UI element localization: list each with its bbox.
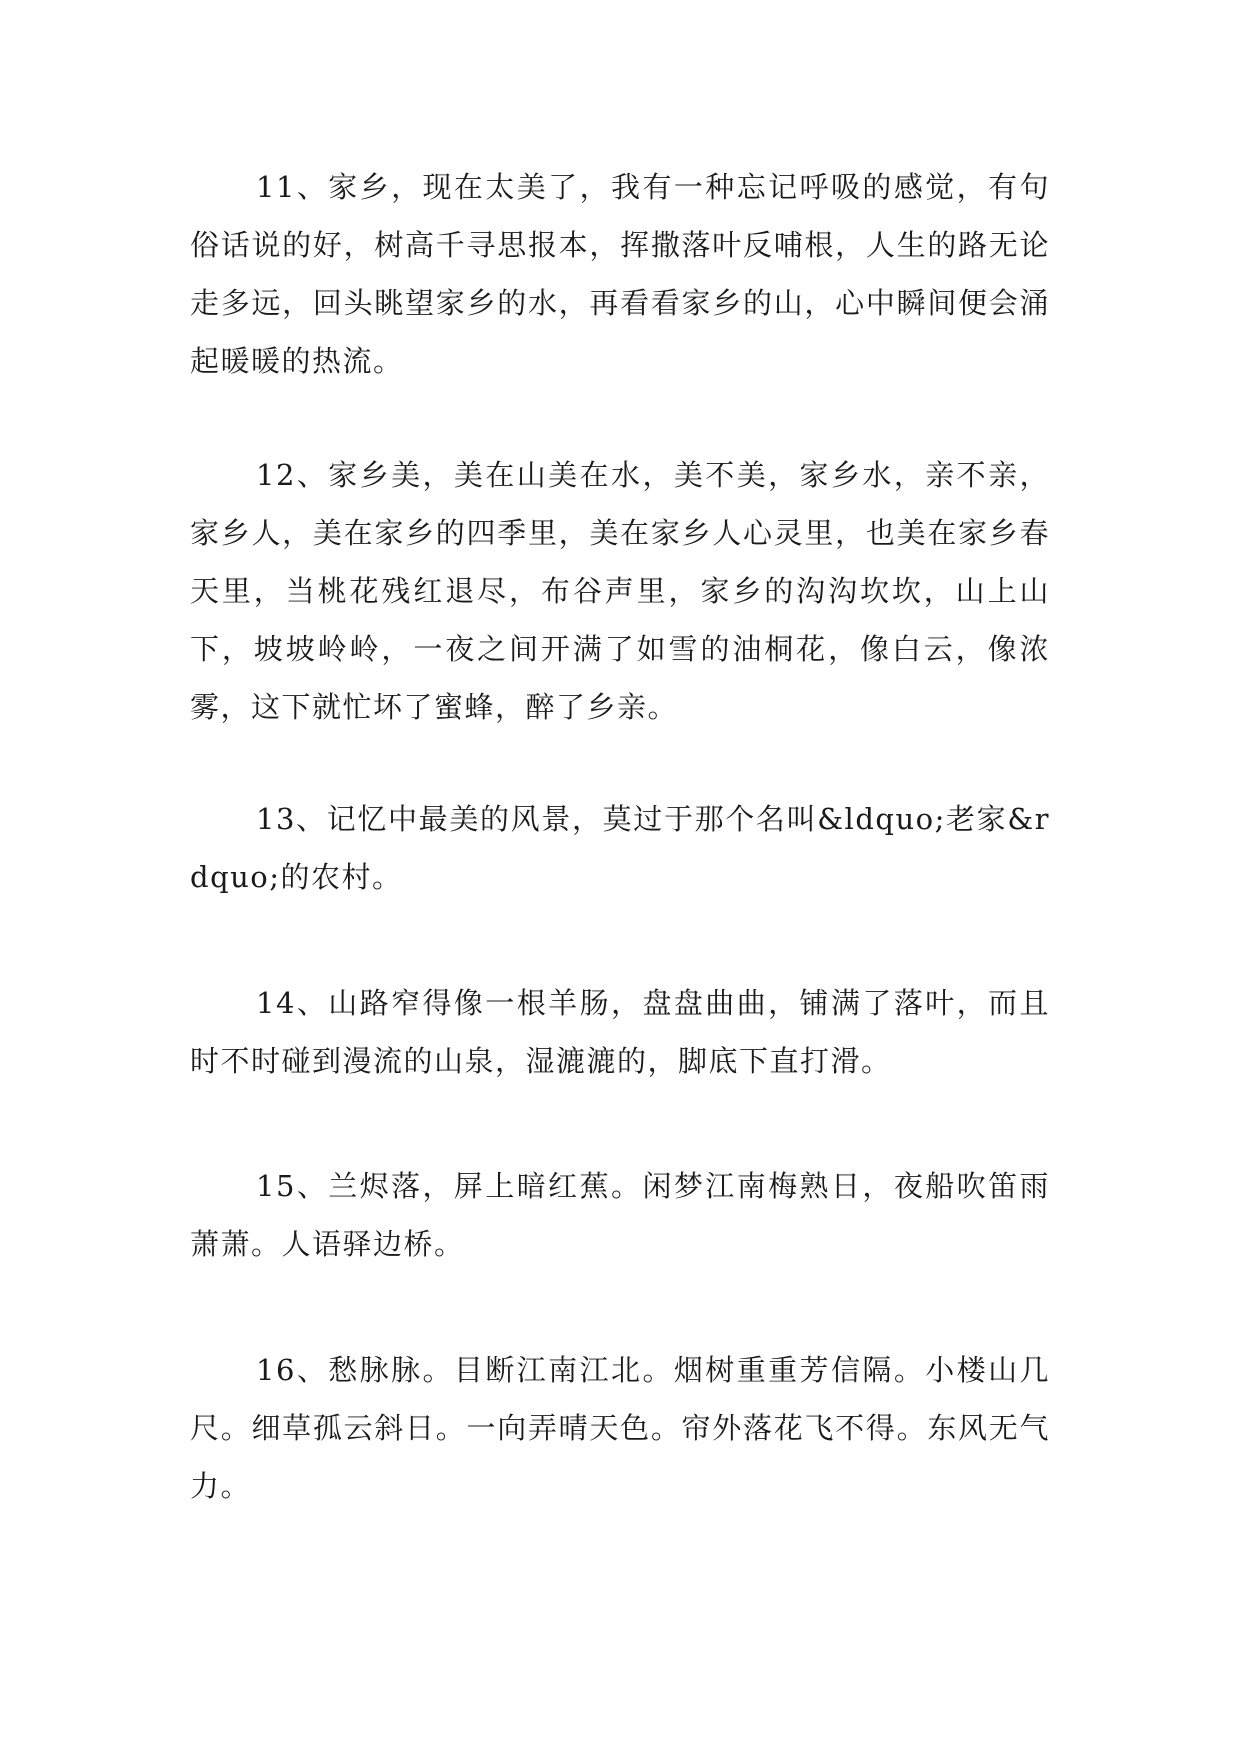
- paragraph-16: 16、愁脉脉。目断江南江北。烟树重重芳信隔。小楼山几尺。细草孤云斜日。一向弄晴天色。帘外落花飞不得。东风无气力。: [190, 1353, 1050, 1503]
- paragraph-12: 12、家乡美，美在山美在水，美不美，家乡水，亲不亲，家乡人，美在家乡的四季里，美在家乡人心灵里，也美在家乡春天里，当桃花残红退尽，布谷声里，家乡的沟沟坎坎，山上山下，坡坡岭岭，一夜之间开满了如雪的油桐花，像白云，像浓雾，这下就忙坏了蜜蜂，醉了乡亲。: [190, 458, 1050, 724]
- paragraph-14: 14、山路窄得像一根羊肠，盘盘曲曲，铺满了落叶，而且时不时碰到漫流的山泉，湿漉漉的，脚底下直打滑。: [190, 986, 1050, 1078]
- paragraph-11: 11、家乡，现在太美了，我有一种忘记呼吸的感觉，有句俗话说的好，树高千寻思报本，挥撒落叶反哺根，人生的路无论走多远，回头眺望家乡的水，再看看家乡的山，心中瞬间便会涌起暖暖的热流。: [190, 170, 1050, 378]
- paragraph-13: 13、记忆中最美的风景，莫过于那个名叫&ldquo;老家&rdquo;的农村。: [190, 802, 1050, 894]
- paragraph-15: 15、兰烬落，屏上暗红蕉。闲梦江南梅熟日，夜船吹笛雨萧萧。人语驿边桥。: [190, 1169, 1050, 1261]
